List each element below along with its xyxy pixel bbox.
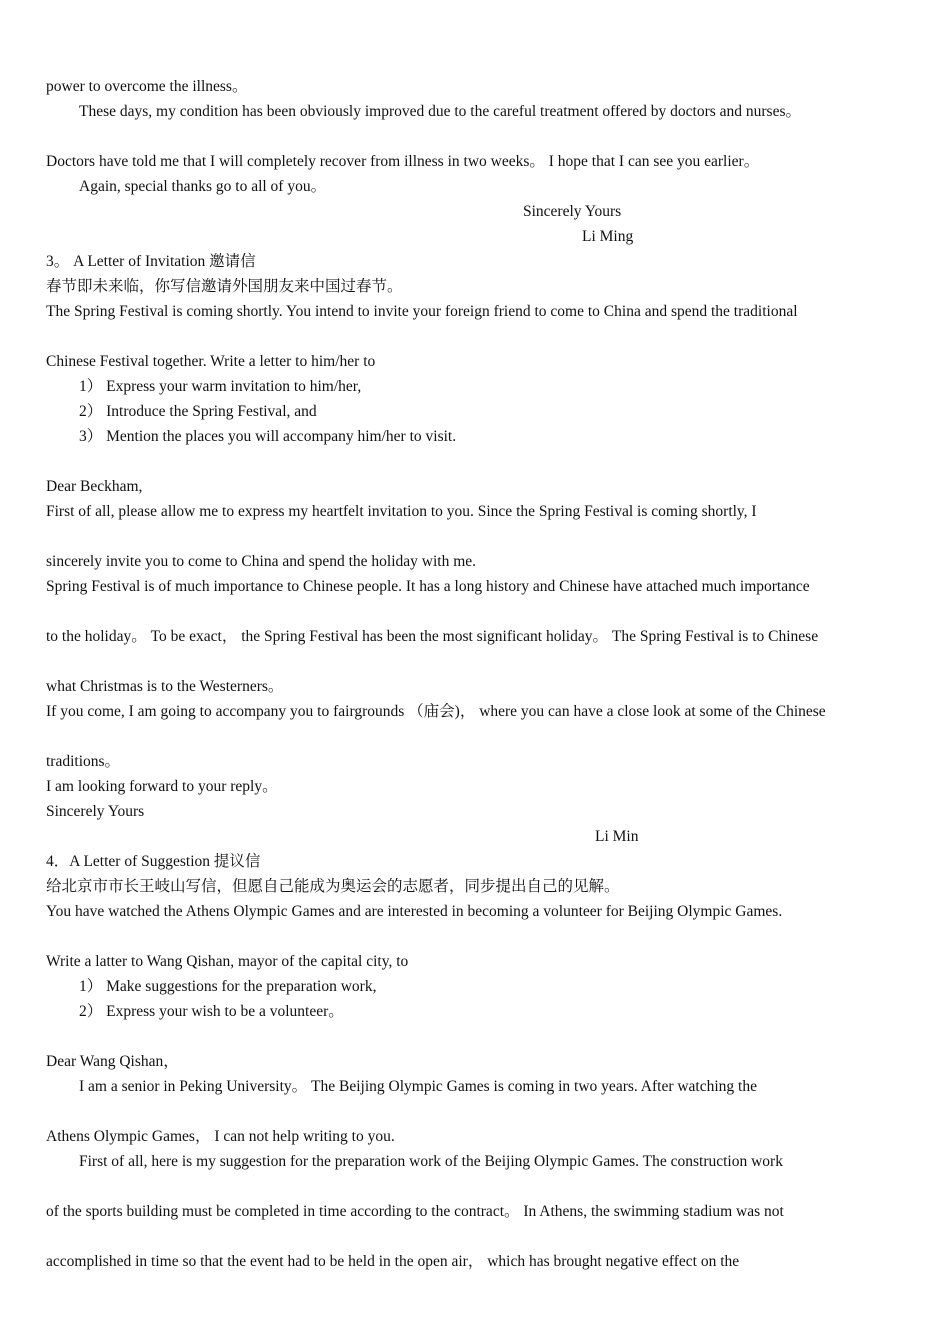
list-item: 1） Make suggestions for the preparation work, (79, 978, 377, 995)
text-line: First of all, please allow me to express my heartfelt invitation to you. Since the Spring Festival is coming shortly, I (46, 503, 757, 520)
text-line: Athens Olympic Games， I can not help writing to you. (46, 1128, 395, 1145)
salutation: Dear Beckham, (46, 478, 143, 495)
signature-line: Li Ming (582, 228, 634, 245)
signature-line: Li Min (595, 828, 639, 845)
salutation: Dear Wang Qishan， (46, 1053, 179, 1070)
text-line: First of all, here is my suggestion for the preparation work of the Beijing Olympic Games. The construction work (79, 1153, 783, 1170)
text-line: If you come, I am going to accompany you to fairgrounds （庙会)， where you can have a close look at some of the Chinese (46, 703, 826, 720)
text-line: 给北京市市长王岐山写信，但愿自己能成为奥运会的志愿者，同步提出自己的见解。 (46, 878, 620, 895)
text-line: Chinese Festival together. Write a letter to him/her to (46, 353, 376, 370)
text-line: traditions。 (46, 753, 121, 770)
list-item: 2） Introduce the Spring Festival, and (79, 403, 317, 420)
text-line: You have watched the Athens Olympic Games and are interested in becoming a volunteer for Beijing Olympic Games. (46, 903, 783, 920)
text-line: Write a latter to Wang Qishan, mayor of the capital city, to (46, 953, 409, 970)
list-item: 2） Express your wish to be a volunteer。 (79, 1003, 344, 1020)
list-item: 3） Mention the places you will accompany him/her to visit. (79, 428, 457, 445)
text-line: power to overcome the illness。 (46, 78, 248, 95)
text-line: Again, special thanks go to all of you。 (79, 178, 327, 195)
text-line: The Spring Festival is coming shortly. You intend to invite your foreign friend to come to China and spend the traditional (46, 303, 798, 320)
text-line: Doctors have told me that I will completely recover from illness in two weeks。 I hope that I can see you earlier。 (46, 153, 760, 170)
text-line: what Christmas is to the Westerners。 (46, 678, 284, 695)
text-line: to the holiday。 To be exact， the Spring Festival has been the most significant holiday。 The Spring Festival is to Chinese (46, 628, 819, 645)
text-line: accomplished in time so that the event had to be held in the open air， which has brought negative effect on the (46, 1253, 740, 1270)
section-heading: 3。 A Letter of Invitation 邀请信 (46, 253, 256, 270)
text-line: These days, my condition has been obviously improved due to the careful treatment offered by doctors and nurses。 (79, 103, 801, 120)
text-line: 春节即未来临，你写信邀请外国朋友来中国过春节。 (46, 278, 403, 295)
text-line: I am looking forward to your reply。 (46, 778, 278, 795)
closing-line: Sincerely Yours (46, 803, 145, 820)
text-line: of the sports building must be completed in time according to the contract。 In Athens, the swimming stadium was not (46, 1203, 784, 1220)
section-heading: 4．A Letter of Suggestion 提议信 (46, 853, 261, 870)
closing-line: Sincerely Yours (523, 203, 622, 220)
text-line: sincerely invite you to come to China and spend the holiday with me. (46, 553, 477, 570)
list-item: 1） Express your warm invitation to him/her, (79, 378, 362, 395)
text-line: I am a senior in Peking University。 The Beijing Olympic Games is coming in two years. After watching the (79, 1078, 757, 1095)
text-line: Spring Festival is of much importance to Chinese people. It has a long history and Chinese have attached much importance (46, 578, 810, 595)
